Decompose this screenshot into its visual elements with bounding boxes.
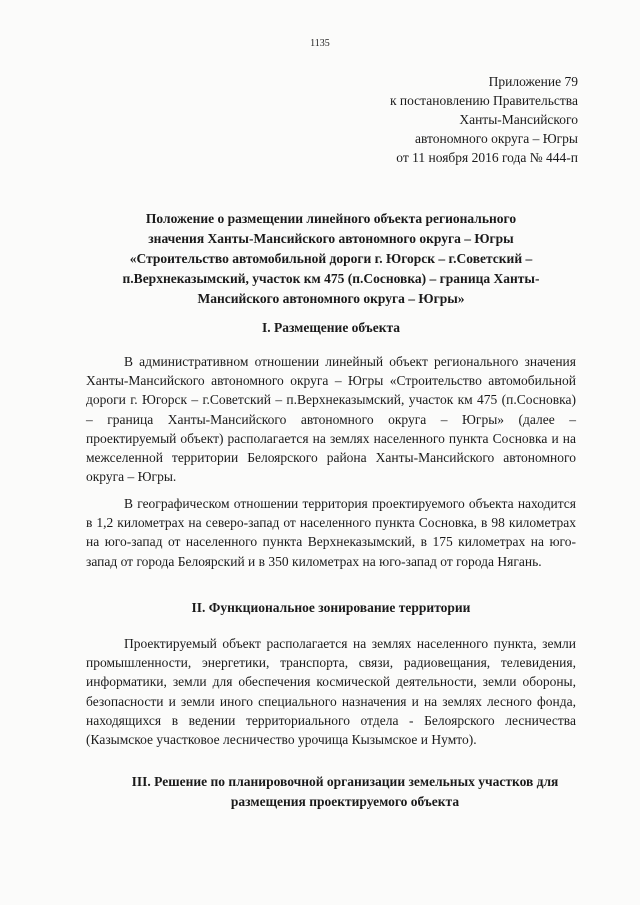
section-heading-2: II. Функциональное зонирование территории — [191, 600, 471, 615]
title-line: значения Ханты-Мансийского автономного округа – Югры — [148, 231, 514, 246]
title-line: п.Верхнеказымский, участок км 475 (п.Сосновка) – граница Ханты- — [122, 271, 540, 286]
title-line: Положение о размещении линейного объекта регионального — [145, 211, 517, 226]
section-2-paragraph-1: Проектируемый объект располагается на землях населенного пункта, земли промышленности, энергетики, транспорта, связи, радиовещания, телевидения, информатики, земли для обеспечения космической деятельности, земли обороны, безопасности и земли иного специального назначения и на землях лесного фонда, находящихся в ведении территориального отдела - Белоярского лесничества (Казымское участковое лесничество урочища Кызымское и Нумто). — [86, 636, 576, 748]
page-number: 1135 — [310, 38, 330, 49]
section-1-paragraph-1: В административном отношении линейный объект регионального значения Ханты-Мансийского автономного округа – Югры «Строительство автомобильной дороги г. Югорск – г.Советский – п.Верхнеказымский, участок км 475 (п.Сосновка) – граница Ханты-Мансийского автономного округа – Югры» (далее – проектируемый объект) располагается на землях населенного пункта Сосновка и на межселенной территории Белоярского района Ханты-Мансийского автономного округа – Югры. — [86, 354, 576, 485]
title-line: Мансийского автономного округа – Югры» — [197, 291, 465, 306]
section-1-paragraph-2: В географическом отношении территория проектируемого объекта находится в 1,2 километрах на северо-запад от населенного пункта Сосновка, в 98 километрах на юго-запад от населенного пункта Верхнеказымский, в 175 километрах на юго-запад от города Белоярский и в 350 километрах на юго-запад от города Нягань. — [86, 496, 576, 569]
section-heading-3: III. Решение по планировочной организации земельных участков для размещения проектируемого объекта — [131, 774, 559, 809]
title-line: «Строительство автомобильной дороги г. Югорск – г.Советский – — [129, 251, 533, 266]
section-heading-1: I. Размещение объекта — [261, 320, 401, 335]
document-title — [86, 209, 576, 309]
appendix-line: от 11 ноября 2016 года № 444-п — [396, 150, 578, 165]
appendix-line: Ханты-Мансийского — [459, 112, 578, 127]
appendix-line: Приложение 79 — [488, 74, 578, 89]
appendix-line: к постановлению Правительства — [389, 93, 578, 108]
appendix-line: автономного округа – Югры — [415, 131, 578, 146]
appendix-block — [390, 72, 578, 167]
